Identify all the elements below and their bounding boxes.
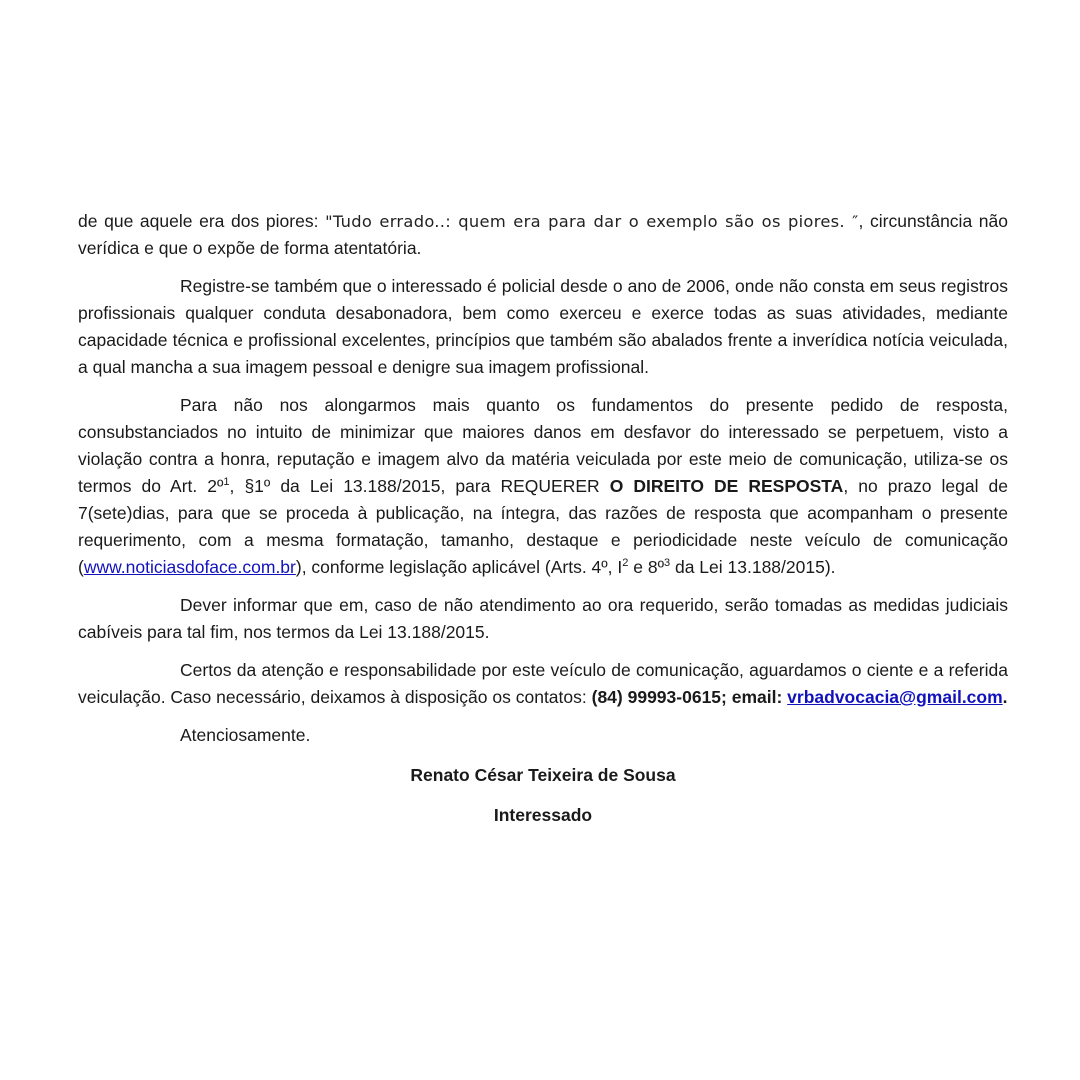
phone-number: (84) 99993-0615; email:: [591, 687, 788, 707]
footnote-ref-1: 1: [223, 476, 230, 489]
signature-name: [78, 762, 1008, 789]
quote-text: "Tudo errado..: quem era para dar o exemplo são os piores. ″: [325, 212, 859, 231]
bold-emphasis-direito-de-resposta: O DIREITO DE RESPOSTA: [609, 476, 844, 496]
document-page: [78, 208, 1008, 829]
closing-text: Atenciosamente.: [180, 725, 311, 745]
email-link[interactable]: vrbadvocacia@gmail.com: [787, 687, 1003, 707]
signature-role: [78, 802, 1008, 829]
paragraph-text: , §1º da Lei 13.188/2015, para REQUERER: [229, 476, 610, 496]
paragraph-text: e 8º: [628, 557, 664, 577]
paragraph-text: da Lei 13.188/2015).: [670, 557, 836, 577]
paragraph-text: Certos da atenção e responsabilidade por este veículo de comunicação, aguardamos o ciente e a referida veiculação. Caso necessário, deixamos à disposição os contatos:: [78, 660, 1008, 707]
paragraph-text: , no prazo legal de 7(sete)dias, para que se proceda à publicação, na íntegra, das razões de resposta que acompanham o presente requerimento, com a mesma formatação, tamanho, destaque e periodicidade neste veículo de comunicação (: [78, 476, 1008, 577]
signature-name-text: Renato César Teixeira de Sousa: [410, 765, 676, 785]
paragraph-contatos: [78, 657, 1008, 711]
signature-role-text: Interessado: [493, 805, 593, 825]
paragraph-text: ), conforme legislação aplicável (Arts. 4º, I: [295, 557, 623, 577]
footnote-ref-3: 3: [663, 557, 671, 570]
paragraph-continuation: [78, 208, 1008, 262]
paragraph-text: Para não nos alongarmos mais quanto os fundamentos do presente pedido de resposta, consubstanciados no intuito de minimizar que maiores danos em desfavor do interessado se perpetuem, visto a violação contra a honra, reputação e imagem alvo da matéria veiculada por este meio de comunicação, utiliza-se os termos do Art. 2º: [78, 395, 1008, 496]
website-link[interactable]: www.noticiasdoface.com.br: [83, 557, 296, 577]
footnote-ref-2: 2: [622, 557, 629, 570]
paragraph-pedido-resposta: [78, 392, 1008, 581]
paragraph-dever-informar: [78, 592, 1008, 646]
paragraph-text: , circunstância não verídica e que o expõe de forma atentatória.: [78, 211, 1009, 258]
paragraph-text: .: [1002, 687, 1008, 707]
closing-salutation: [78, 722, 1008, 749]
paragraph-text: de que aquele era dos piores:: [78, 211, 326, 231]
paragraph-text: Dever informar que em, caso de não atendimento ao ora requerido, serão tomadas as medidas judiciais cabíveis para tal fim, nos termos da Lei 13.188/2015.: [78, 595, 1008, 642]
paragraph-text: Registre-se também que o interessado é policial desde o ano de 2006, onde não consta em seus registros profissionais qualquer conduta desabonadora, bem como exerceu e exerce todas as suas atividades, mediante capacidade técnica e profissional excelentes, princípios que também são abalados frente a inverídica notícia veiculada, a qual mancha a sua imagem pessoal e denigre sua imagem profissional.: [78, 276, 1008, 377]
paragraph-registre: [78, 273, 1008, 381]
